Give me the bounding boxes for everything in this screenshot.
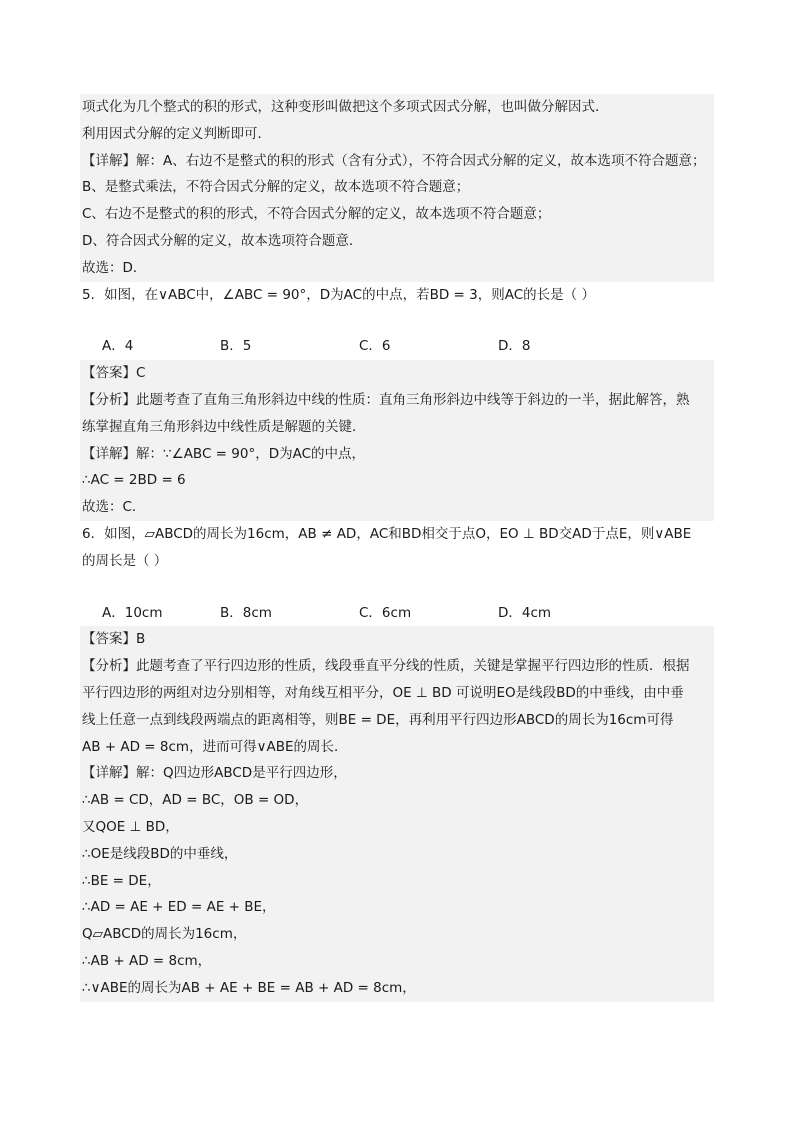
choice-line: 故选：C． <box>80 494 714 521</box>
detail-line: 【详解】解：∵∠ABC = 90°，D为AC的中点， <box>80 441 714 468</box>
text-line: 利用因式分解的定义判断即可． <box>80 121 714 148</box>
detail-line: ∴∨ABE的周长为AB + AE + BE = AB + AD = 8cm， <box>80 975 714 1002</box>
text-line: D、符合因式分解的定义，故本选项符合题意． <box>80 228 714 255</box>
detail-line: Q▱ABCD的周长为16cm， <box>80 921 714 948</box>
detail-line: 【详解】解：Q四边形ABCD是平行四边形， <box>80 760 714 787</box>
detail-line: ∴AC = 2BD = 6 <box>80 467 714 494</box>
document-page <box>80 94 714 1002</box>
option-c: C．6cm <box>359 604 412 621</box>
question-6-stem: 的周长是（ ） <box>82 552 168 569</box>
detail-line: 【详解】解：A、右边不是整式的积的形式（含有分式），不符合因式分解的定义，故本选项不符合题意； <box>80 148 714 175</box>
option-d: D．8 <box>498 338 531 355</box>
analysis-line: 【分析】此题考查了直角三角形斜边中线的性质：直角三角形斜边中线等于斜边的一半，据此解答，熟 <box>80 387 714 414</box>
analysis-line: 练掌握直角三角形斜边中线性质是解题的关键． <box>80 414 714 441</box>
option-a: A．10cm <box>102 604 163 621</box>
detail-line: ∴AD = AE + ED = AE + BE， <box>80 894 714 921</box>
option-d: D．4cm <box>498 604 552 621</box>
text-line: B、是整式乘法，不符合因式分解的定义，故本选项不符合题意； <box>80 174 714 201</box>
detail-line: 又QOE ⊥ BD， <box>80 814 714 841</box>
text-line: C、右边不是整式的积的形式，不符合因式分解的定义，故本选项不符合题意； <box>80 201 714 228</box>
answer-line: 【答案】B <box>80 626 714 653</box>
detail-line: ∴OE是线段BD的中垂线， <box>80 841 714 868</box>
text-line: 项式化为几个整式的积的形式，这种变形叫做把这个多项式因式分解，也叫做分解因式． <box>80 94 714 121</box>
option-b: B．8cm <box>220 604 272 621</box>
analysis-line: 【分析】此题考查了平行四边形的性质，线段垂直平分线的性质，关键是掌握平行四边形的性质．根据 <box>80 653 714 680</box>
question-5-stem: 5．如图，在∨ABC中，∠ABC = 90°，D为AC的中点，若BD = 3，则AC的长是（ ） <box>82 286 595 303</box>
choice-line: 故选：D． <box>80 255 714 282</box>
option-c: C．6 <box>359 338 391 355</box>
detail-line: ∴AB = CD，AD = BC，OB = OD， <box>80 787 714 814</box>
analysis-line: AB + AD = 8cm，进而可得∨ABE的周长． <box>80 734 714 761</box>
analysis-line: 线上任意一点到线段两端点的距离相等，则BE = DE，再利用平行四边形ABCD的周长为16cm可得 <box>80 707 714 734</box>
option-a: A．4 <box>102 338 134 355</box>
question-6-stem: 6．如图，▱ABCD的周长为16cm，AB ≠ AD，AC和BD相交于点O，EO ⊥ BD交AD于点E，则∨ABE <box>82 525 692 542</box>
analysis-line: 平行四边形的两组对边分别相等，对角线互相平分，OE ⊥ BD 可说明EO是线段BD的中垂线，由中垂 <box>80 680 714 707</box>
answer-line: 【答案】C <box>80 360 714 387</box>
question-6-options <box>80 600 714 627</box>
question-5-options <box>80 333 714 360</box>
detail-line: ∴AB + AD = 8cm， <box>80 948 714 975</box>
option-b: B．5 <box>220 338 252 355</box>
detail-line: ∴BE = DE， <box>80 868 714 895</box>
